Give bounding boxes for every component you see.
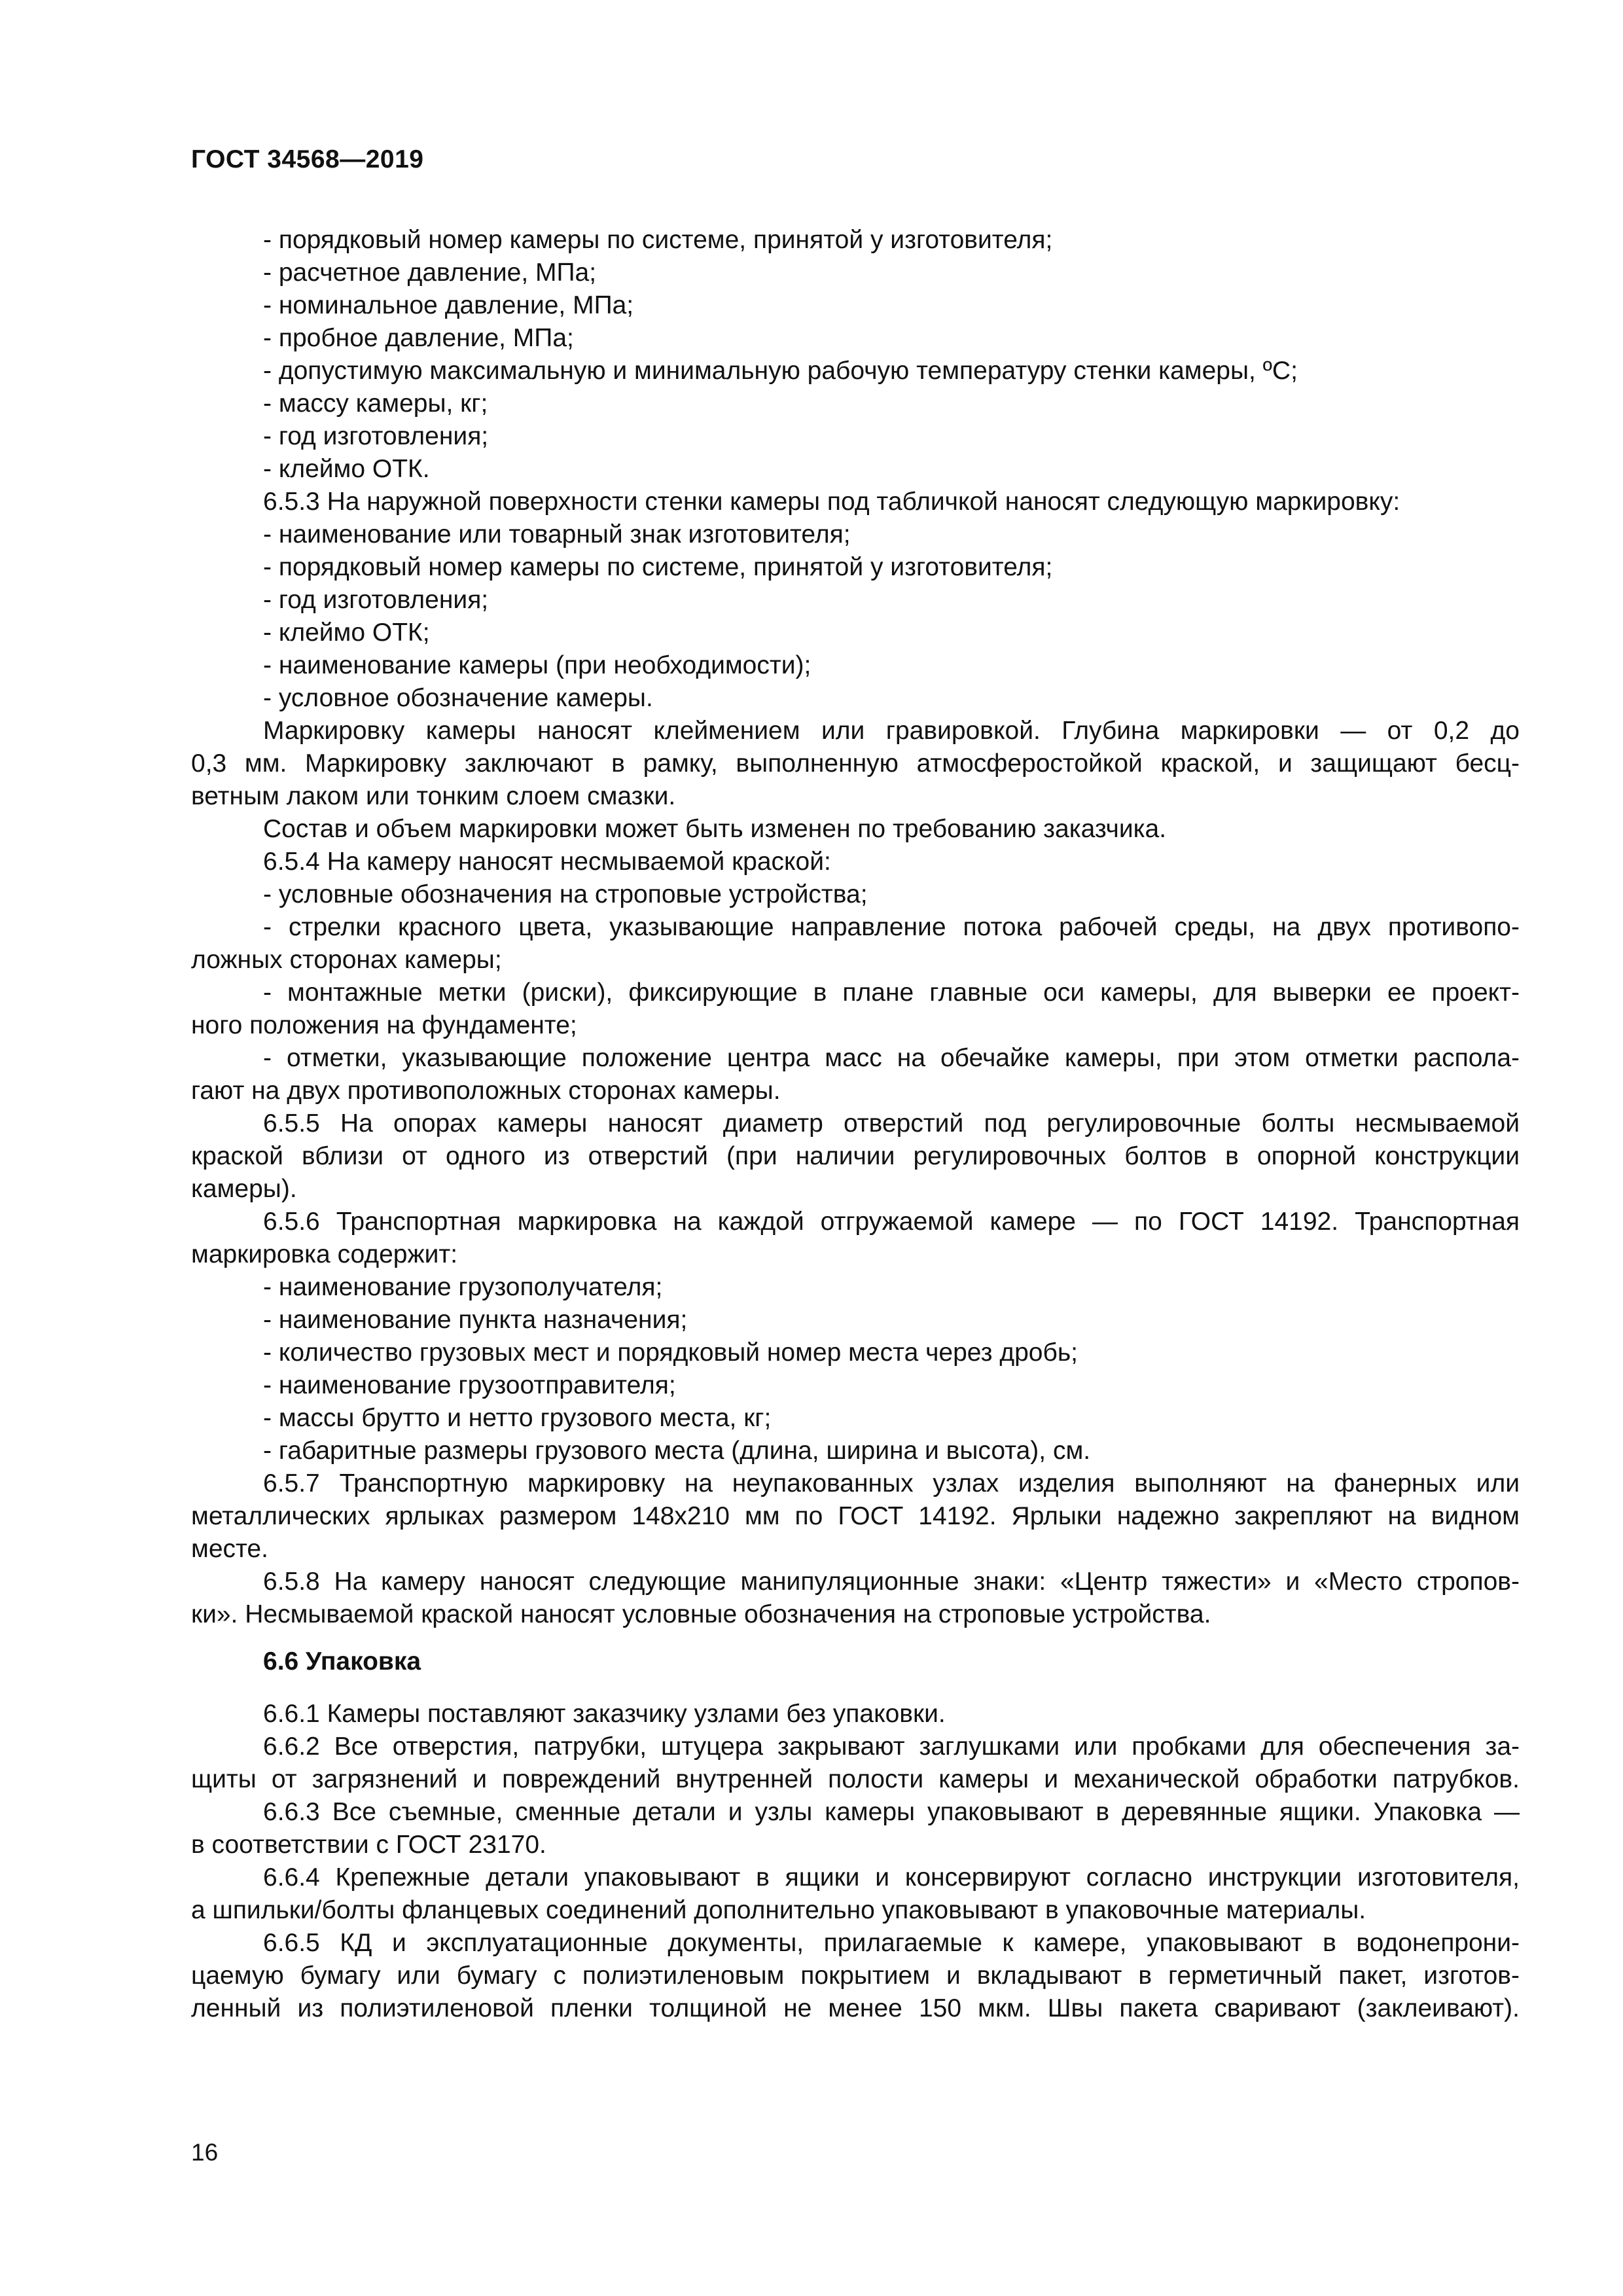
- text-line: - год изготовления;: [263, 586, 489, 614]
- text-line: 6.5.3 На наружной поверхности стенки камеры под табличкой наносят следующую маркировку:: [263, 488, 1400, 516]
- text-line: ного положения на фундаменте;: [191, 1011, 577, 1039]
- text-line: в соответствии с ГОСТ 23170.: [191, 1831, 546, 1859]
- text-line: 6.5.4 На камеру наносят несмываемой краской:: [263, 848, 831, 876]
- document-body: [191, 224, 1520, 2025]
- text-line: - наименование камеры (при необходимости);: [263, 651, 812, 679]
- text-line: месте.: [191, 1535, 268, 1563]
- page-number: 16: [191, 2139, 219, 2166]
- document-header: ГОСТ 34568—2019: [191, 145, 424, 173]
- text-line: 6.5.5 На опорах камеры наносят диаметр отверстий под регулировочные болты несмываемой: [263, 1109, 1520, 1138]
- text-line: - порядковый номер камеры по системе, принятой у изготовителя;: [263, 226, 1053, 254]
- text-line: ветным лаком или тонким слоем смазки.: [191, 782, 676, 810]
- text-line: - порядковый номер камеры по системе, принятой у изготовителя;: [263, 553, 1053, 581]
- text-line: гают на двух противоположных сторонах камеры.: [191, 1077, 781, 1105]
- text-line: - клеймо ОТК.: [263, 455, 430, 483]
- text-line: щиты от загрязнений и повреждений внутренней полости камеры и механической обработки патрубков.: [191, 1765, 1520, 1793]
- text-line: Состав и объем маркировки может быть изменен по требованию заказчика.: [263, 815, 1167, 843]
- text-line: - массы брутто и нетто грузового места, кг;: [263, 1404, 772, 1432]
- text-line: маркировка содержит:: [191, 1240, 458, 1268]
- text-line: - условные обозначения на строповые устройства;: [263, 880, 868, 908]
- text-line: - отметки, указывающие положение центра масс на обечайке камеры, при этом отметки распола-: [263, 1044, 1520, 1072]
- text-line: - наименование пункта назначения;: [263, 1306, 688, 1334]
- text-line: металлических ярлыках размером 148х210 мм по ГОСТ 14192. Ярлыки надежно закрепляют на видном: [191, 1502, 1520, 1530]
- text-line: 6.5.6 Транспортная маркировка на каждой отгружаемой камере — по ГОСТ 14192. Транспортная: [263, 1208, 1520, 1236]
- text-line: - расчетное давление, МПа;: [263, 259, 597, 287]
- text-line: ленный из полиэтиленовой пленки толщиной не менее 150 мкм. Швы пакета сваривают (заклеивают).: [191, 1994, 1520, 2022]
- text-line: 0,3 мм. Маркировку заключают в рамку, выполненную атмосферостойкой краской, и защищают бесц-: [191, 749, 1520, 778]
- text-line: - допустимую максимальную и минимальную рабочую температуру стенки камеры, ºС;: [263, 357, 1298, 385]
- text-line: Маркировку камеры наносят клеймением или гравировкой. Глубина маркировки — от 0,2 до: [263, 717, 1520, 745]
- text-line: 6.6.5 КД и эксплуатационные документы, прилагаемые к камере, упаковывают в водонепрони-: [263, 1929, 1520, 1957]
- text-line: 6.5.7 Транспортную маркировку на неупакованных узлах изделия выполняют на фанерных или: [263, 1469, 1520, 1498]
- text-line: камеры).: [191, 1175, 297, 1203]
- text-line: - наименование грузополучателя;: [263, 1273, 663, 1301]
- section-6-6-text: [191, 1698, 1520, 2025]
- text-line: а шпильки/болты фланцевых соединений дополнительно упаковывают в упаковочные материалы.: [191, 1896, 1366, 1924]
- text-line: 6.6.3 Все съемные, сменные детали и узлы камеры упаковывают в деревянные ящики. Упаковка —: [263, 1798, 1520, 1826]
- text-line: - год изготовления;: [263, 422, 489, 450]
- text-line: краской вблизи от одного из отверстий (при наличии регулировочных болтов в опорной конструкции: [191, 1142, 1520, 1170]
- text-line: - условное обозначение камеры.: [263, 684, 653, 712]
- text-line: 6.5.8 На камеру наносят следующие манипуляционные знаки: «Центр тяжести» и «Место стропов-: [263, 1568, 1520, 1596]
- text-line: - наименование или товарный знак изготовителя;: [263, 520, 851, 548]
- text-line: ки». Несмываемой краской наносят условные обозначения на строповые устройства.: [191, 1600, 1211, 1628]
- text-line: 6.6.1 Камеры поставляют заказчику узлами без упаковки.: [263, 1700, 946, 1728]
- text-line: - стрелки красного цвета, указывающие направление потока рабочей среды, на двух противопо-: [263, 913, 1520, 941]
- section-heading: 6.6 Упаковка: [263, 1647, 421, 1676]
- text-line: 6.6.2 Все отверстия, патрубки, штуцера закрывают заглушками или пробками для обеспечения за-: [263, 1732, 1520, 1761]
- text-line: - монтажные метки (риски), фиксирующие в плане главные оси камеры, для выверки ее проект-: [263, 978, 1520, 1007]
- text-line: - пробное давление, МПа;: [263, 324, 574, 352]
- text-line: - количество грузовых мест и порядковый номер места через дробь;: [263, 1338, 1078, 1367]
- text-line: - габаритные размеры грузового места (длина, ширина и высота), см.: [263, 1437, 1091, 1465]
- text-line: - клеймо ОТК;: [263, 619, 430, 647]
- section-6-5-text: [191, 224, 1520, 1631]
- text-line: 6.6.4 Крепежные детали упаковывают в ящики и консервируют согласно инструкции изготовителя,: [263, 1863, 1520, 1892]
- text-line: - массу камеры, кг;: [263, 389, 488, 418]
- text-line: ложных сторонах камеры;: [191, 946, 502, 974]
- text-line: - наименование грузоотправителя;: [263, 1371, 676, 1399]
- text-line: цаемую бумагу или бумагу с полиэтиленовым покрытием и вкладывают в герметичный пакет, изготов-: [191, 1962, 1520, 1990]
- text-line: - номинальное давление, МПа;: [263, 291, 634, 319]
